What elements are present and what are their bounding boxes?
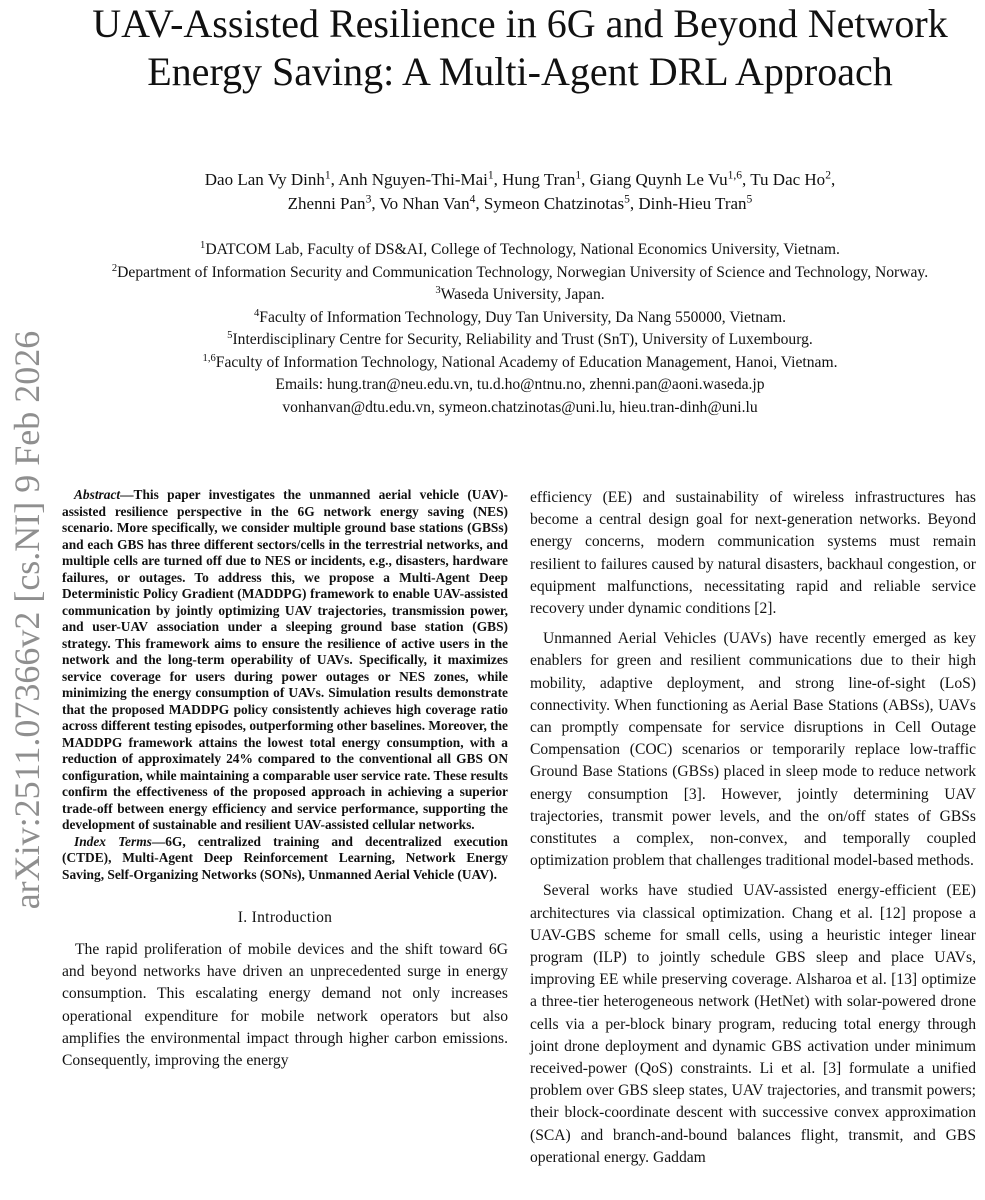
- affiliation-line: $^3$Waseda University, Japan.: [435, 285, 605, 303]
- author-name: Giang Quynh Le Vu: [589, 170, 728, 189]
- section-heading-introduction: I. Introduction: [237, 909, 333, 926]
- affiliation-list: [70, 239, 970, 419]
- right-column: [530, 487, 976, 1177]
- author-affiliation-marker: 1: [487, 168, 494, 182]
- author-affiliation-marker: 4: [469, 192, 476, 206]
- affiliation-line: $^{1,6}$Faculty of Information Technology, National Academy of Education Management, Hanoi, Vietnam.: [202, 352, 838, 371]
- body-paragraph: Unmanned Aerial Vehicles (UAVs) have recently emerged as key enablers for green and resilient communications due to their high mobility, adaptive deployment, and strong line-of-sight (LoS) connectivity. When functioning as Aerial Base Stations (ABSs), UAVs can promptly compensate for service disruptions in Cell Outage Compensation (COC) scenarios or temporarily replace low-traffic Ground Base Stations (GBSs) placed in sleep mode to reduce network energy consumption [3]. However, jointly determining UAV trajectories, transmit power levels, and the on/off states of GBSs constitutes a complex, non-convex, and temporally coupled optimization problem that challenges traditional model-based methods.: [530, 630, 976, 870]
- abstract-text: —This paper investigates the unmanned aerial vehicle (UAV)-assisted resilience perspective in the 6G network energy saving (NES) scenario. More specifically, we consider multiple ground base stations (GBSs) and each GBS has three different sectors/cells in the terrestrial networks, and multiple cells are turned off due to NES or incidents, e.g., disasters, hardware failures, or outages. To address this, we propose a Multi-Agent Deep Deterministic Policy Gradient (MADDPG) framework to enable UAV-assisted communication by jointly optimizing UAV trajectories, transmission power, and user-UAV association under a sleeping ground base station (GBS) strategy. This framework aims to ensure the resilience of active users in the network and the long-term operability of UAVs. Specifically, it maximizes service coverage for users during power outages or NES zones, while minimizing the energy consumption of UAVs. Simulation results demonstrate that the proposed MADDPG policy consistently achieves high coverage ratio across different testing episodes, outperforming other baselines. Moreover, the MADDPG framework attains the lowest total energy consumption, with a reduction of approximately 24% compared to the conventional all GBS ON configuration, while maintaining a comparable user service rate. These results confirm the effectiveness of the proposed approach in achieving a superior trade-off between energy efficiency and service performance, supporting the development of sustainable and resilient UAV-assisted cellular networks.: [62, 487, 508, 832]
- author-name: Hung Tran: [502, 170, 576, 189]
- author-affiliation-marker: 5: [624, 192, 630, 206]
- author-affiliation-marker: 2: [825, 168, 831, 182]
- arxiv-identifier: arXiv:2511.07366v2 [cs.NI] 9 Feb 2026: [7, 330, 47, 910]
- email-line: Emails: hung.tran@neu.edu.vn, tu.d.ho@ntnu.no, zhenni.pan@aoni.waseda.jp: [275, 376, 765, 393]
- abstract: [62, 487, 508, 834]
- author-name: Symeon Chatzinotas: [483, 194, 625, 213]
- author-affiliation-marker: 3: [365, 192, 372, 206]
- author-name: Anh Nguyen-Thi-Mai: [338, 170, 488, 189]
- author-name: Vo Nhan Van: [379, 194, 470, 213]
- body-paragraph: efficiency (EE) and sustainability of wireless infrastructures has become a central design goal for next-generation networks. Beyond energy concerns, modern communication systems must remain resilient to failures caused by natural disasters, backhaul congestion, or equipment malfunctions, necessitating rapid and reliable service recovery under dynamic conditions [2].: [530, 489, 976, 618]
- author-affiliation-marker: 1: [575, 168, 582, 182]
- author-affiliation-marker: 5: [746, 192, 753, 206]
- author-name: Zhenni Pan: [287, 194, 366, 213]
- author-name: Tu Dac Ho: [750, 170, 826, 189]
- index-terms-text: —6G, centralized training and decentralized execution (CTDE), Multi-Agent Deep Reinforcement Learning, Network Energy Saving, Self-Organizing Networks (SONs), Unmanned Aerial Vehicle (UAV).: [62, 833, 508, 882]
- affiliation-line: $^1$DATCOM Lab, Faculty of DS&AI, College of Technology, National Economics University, Vietnam.: [200, 240, 840, 258]
- index-terms: [62, 834, 508, 884]
- author-list: Dao Lan Vy Dinh$^1$, Anh Nguyen-Thi-Mai$^1$, Hung Tran$^1$, Giang Quynh Le Vu$^{1,6}$, Tu Dac Ho$^2$, Zhenni Pan$^3$, Vo Nhan Van$^4$, Symeon Chatzinotas$^5$, Dinh-Hieu Tran$^5$: [204, 168, 836, 213]
- author-affiliation-marker: 1,6: [727, 168, 743, 182]
- affiliation-line: $^5$Interdisciplinary Centre for Security, Reliability and Trust (SnT), University of Luxembourg.: [227, 330, 813, 348]
- email-line: vonhanvan@dtu.edu.vn, symeon.chatzinotas@uni.lu, hieu.tran-dinh@uni.lu: [282, 398, 758, 416]
- affiliation-line: $^2$Department of Information Security and Communication Technology, Norwegian University of Science and Technology, Norway.: [111, 262, 929, 281]
- index-terms-label: Index Terms: [74, 833, 152, 849]
- body-paragraph: Several works have studied UAV-assisted energy-efficient (EE) architectures via classical optimization. Chang et al. [12] propose a UAV-GBS scheme for small cells, using a heuristic integer linear program (ILP) to jointly schedule GBS sleep and place UAVs, improving EE while preserving coverage. Alsharoa et al. [13] optimize a three-tier heterogeneous network (HetNet) with solar-powered drone cells via a per-block binary program, reducing total energy through joint drone deployment and dynamic GBS activation under minimum received-power (QoS) constraints. Li et al. [3] formulate a unified problem over GBS sleep states, UAV trajectories, and transmit powers; their block-coordinate descent with successive convex approximation (SCA) and branch-and-bound balances flight, transmit, and GBS operational energy. Gaddam: [530, 882, 976, 1166]
- author-name: Dinh-Hieu Tran: [638, 194, 747, 213]
- affiliation-line: $^4$Faculty of Information Technology, Duy Tan University, Da Nang 550000, Vietnam.: [254, 307, 786, 326]
- author-name: Dao Lan Vy Dinh: [204, 170, 325, 189]
- intro-paragraph: The rapid proliferation of mobile devices and the shift toward 6G and beyond networks have driven an unprecedented surge in energy consumption. This escalating energy demand not only increases operational expenditure for mobile network operators but also amplifies the environmental impact through higher carbon emissions. Consequently, improving the energy: [62, 941, 508, 1070]
- abstract-label: Abstract: [74, 487, 121, 502]
- author-affiliation-marker: 1: [324, 168, 331, 182]
- left-column: [62, 487, 508, 1072]
- paper-title: UAV-Assisted Resilience in 6G and Beyond Network Energy Saving: A Multi-Agent DRL Approach: [92, 1, 948, 94]
